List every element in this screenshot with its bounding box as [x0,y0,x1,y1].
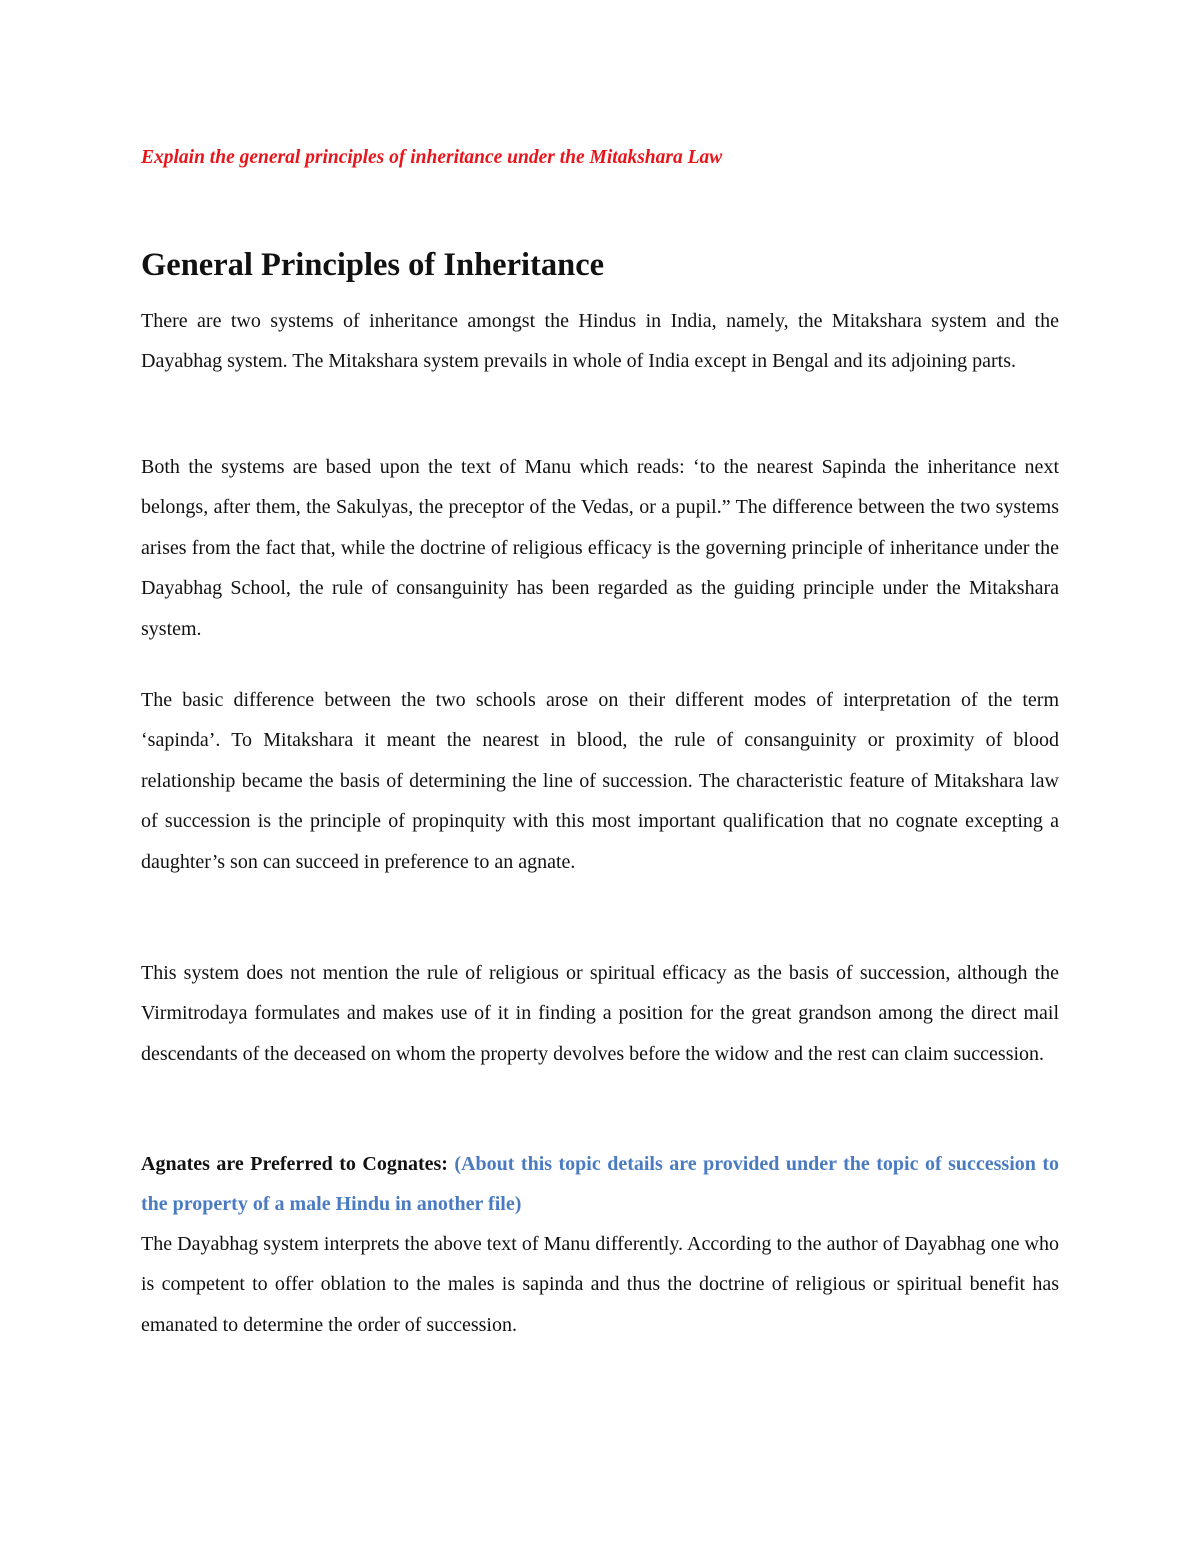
paragraph-dayabhag-interpretation: The Dayabhag system interprets the above text of Manu differently. According to the author of Dayabhag one who is competent to offer oblation to the males is sapinda and thus the doctrine of religious or spiritual benefit has emanated to determine the order of succession. [141,1233,1059,1336]
agnates-subheading: Agnates are Preferred to Cognates: [141,1153,448,1175]
section-heading: General Principles of Inheritance [141,247,605,283]
topic-reference-note: (About this topic details are provided under the topic of succession to the property of a male Hindu in another file) [141,1153,1060,1216]
paragraph-meaning-of-sapinda: The basic difference between the two schools arose on their different modes of interpretation of the term ‘sapinda’. To Mitakshara it meant the nearest in blood, the rule of consanguinity or proximity of blood relationship became the basis of determining the line of succession. The characteristic feature of Mitakshara law of succession is the principle of propinquity with this most important qualification that no cognate excepting a daughter’s son can succeed in preference to an agnate. [141,689,1059,873]
paragraph-religious-efficacy: This system does not mention the rule of religious or spiritual efficacy as the basis of succession, although the Virmitrodaya formulates and makes use of it in finding a position for the great grandson among the direct mail descendants of the deceased on whom the property devolves before the widow and the rest can claim succession. [141,962,1059,1065]
paragraph-agnates-cognates [141,1144,1059,1225]
paragraph-systems-of-inheritance: There are two systems of inheritance amongst the Hindus in India, namely, the Mitakshara system and the Dayabhag system. The Mitakshara system prevails in whole of India except in Bengal and its adjoining parts. [141,310,1059,373]
question-title: Explain the general principles of inheritance under the Mitakshara Law [141,147,723,168]
paragraph-text-of-manu: Both the systems are based upon the text of Manu which reads: ‘to the nearest Sapinda the inheritance next belongs, after them, the Sakulyas, the preceptor of the Vedas, or a pupil.” The difference between the two systems arises from the fact that, while the doctrine of religious efficacy is the governing principle of inheritance under the Dayabhag School, the rule of consanguinity has been regarded as the guiding principle under the Mitakshara system. [141,456,1059,640]
